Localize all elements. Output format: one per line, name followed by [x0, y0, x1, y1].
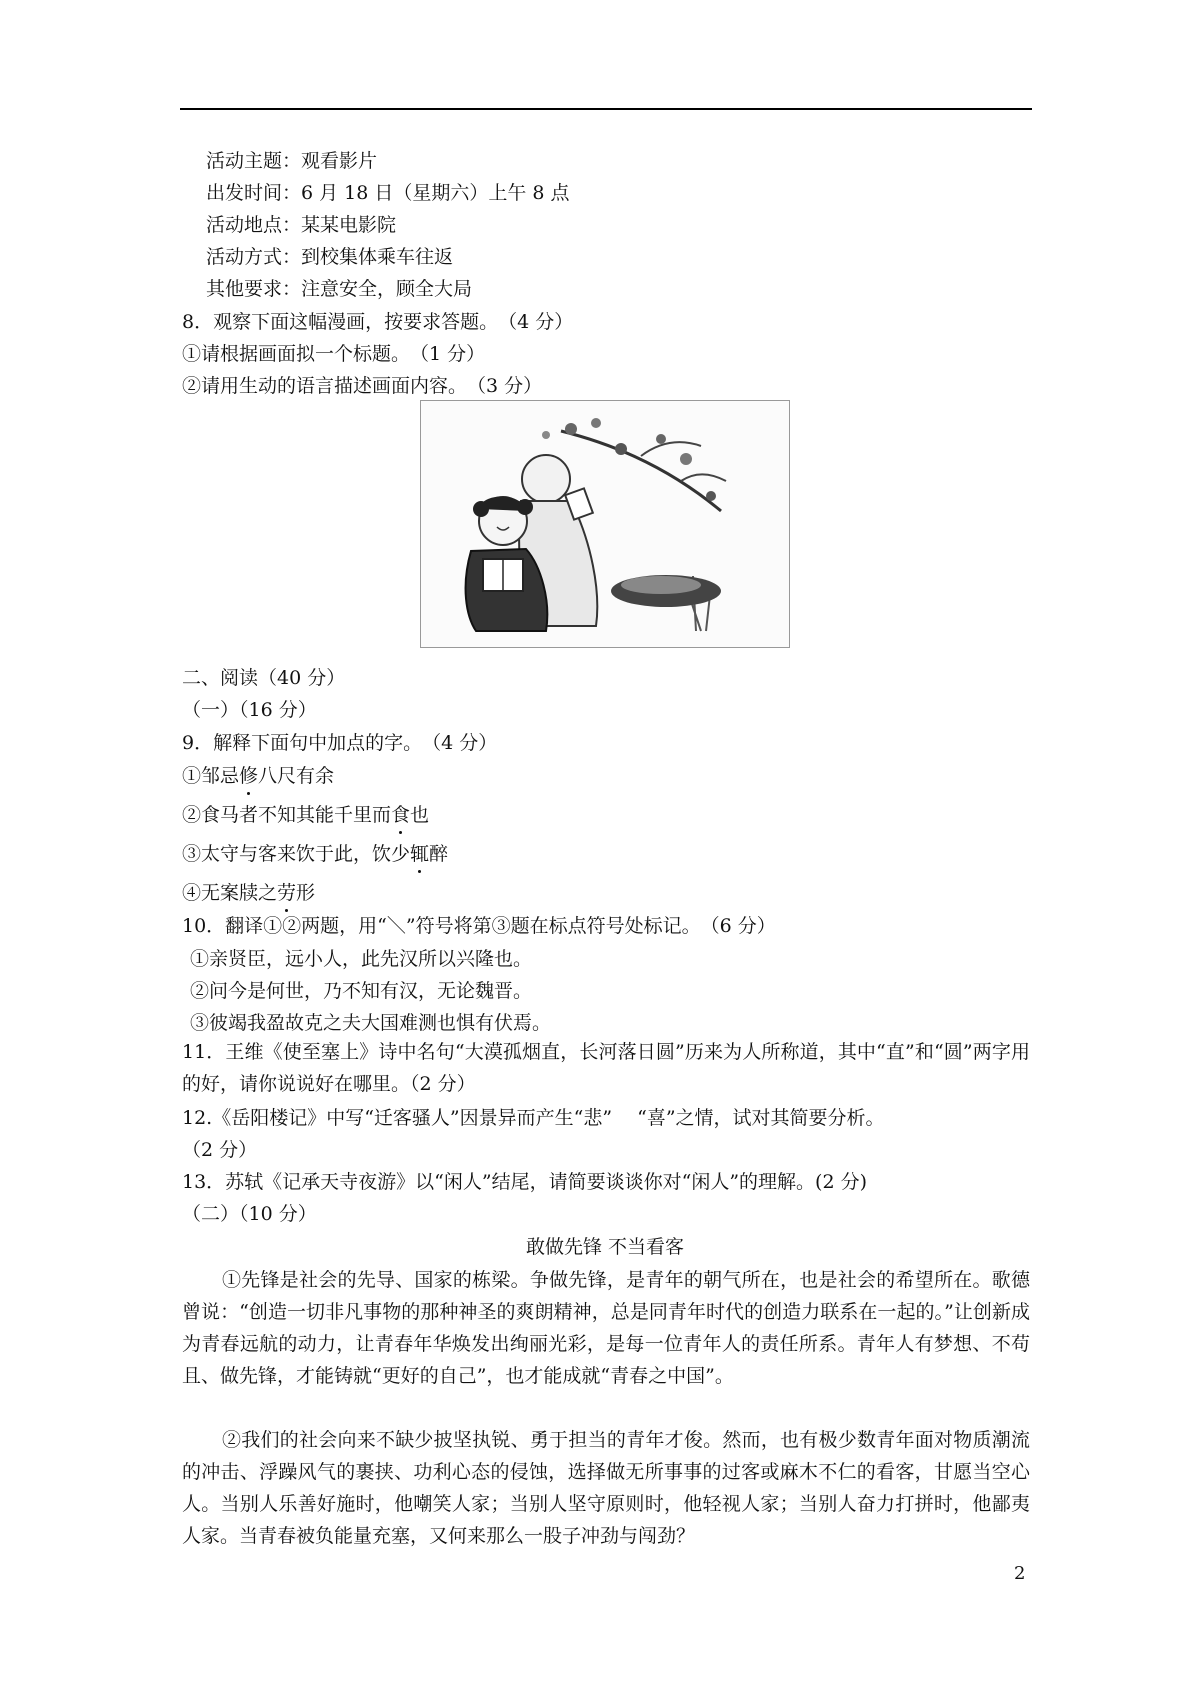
q9-item-text: 形: [296, 882, 316, 904]
q8-sub2: ②请用生动的语言描述画面内容。 （3 分）: [182, 375, 543, 397]
article-title: 敢做先锋 不当看客: [525, 1236, 685, 1258]
q9-dotted-char: 修: [239, 765, 259, 787]
cartoon-illustration: [421, 401, 789, 647]
q12-line1: 12.《岳阳楼记》中写“迁客骚人”因景异而产生“悲” “喜”之情，试对其简要分析。: [182, 1107, 885, 1129]
q8-sub1: ①请根据画面拟一个标题。 （1 分）: [182, 343, 486, 365]
activity-method: 活动方式：到校集体乘车往返: [206, 246, 454, 268]
q9-item: [182, 763, 334, 789]
article-paragraph-1: ①先锋是社会的先导、国家的栋梁。争做先锋，是青年的朝气所在，也是社会的希望所在。歌德曾说：“创造一切非凡事物的那种神圣的爽朗精神，总是同青年时代的创造力联系在一起的。”让创新成为青春远航的动力，让青春年华焕发出绚丽光彩，是每一位青年人的责任所系。青年人有梦想、不苟且、做先锋，才能铸就“更好的自己”，也才能成就“青春之中国”。: [182, 1269, 1030, 1387]
q9-title: 9．解释下面句中加点的字。 （4 分）: [182, 732, 498, 754]
article-paragraph-2: ②我们的社会向来不缺少披坚执锐、勇于担当的青年才俊。然而，也有极少数青年面对物质潮流的冲击、浮躁风气的裹挟、功利心态的侵蚀，选择做无所事事的过客或麻木不仁的看客，甘愿当空心人。当别人乐善好施时，他嘲笑人家；当别人坚守原则时，他轻视人家；当别人奋力打拼时，他鄙夷人家。当青春被负能量充塞，又何来那么一股子冲劲与闯劲？: [182, 1429, 1030, 1547]
activity-theme: 活动主题：观看影片: [206, 150, 378, 172]
activity-other: 其他要求：注意安全，顾全大局: [206, 278, 473, 300]
q9-item-text: ④无案牍之: [182, 882, 278, 904]
q11-text: 11．王维《使至塞上》诗中名句“大漠孤烟直，长河落日圆”历来为人所称道，其中“直”和“圆”两字用的好，请你说说好在哪里。（2 分）: [182, 1041, 1030, 1095]
activity-time: 出发时间：6 月 18 日（星期六）上午 8 点: [206, 182, 570, 204]
q9-item-text: ②食马者不知其能千里而: [182, 804, 392, 826]
q13-text: 13．苏轼《记承天寺夜游》以“闲人”结尾，请简要谈谈你对“闲人”的理解。(2 分): [182, 1171, 867, 1193]
q9-item-text: ①邹忌: [182, 765, 240, 787]
q9-dotted-char: 劳: [277, 882, 297, 904]
q9-dotted-char: 食: [391, 804, 411, 826]
cartoon-image: [420, 400, 790, 648]
q10-sentence-3: ③彼竭我盈故克之夫大国难测也惧有伏焉。: [190, 1012, 552, 1034]
page-number: 2: [1014, 1563, 1026, 1584]
q9-item: [182, 841, 448, 867]
q9-item-text: 八尺有余: [258, 765, 335, 787]
q9-dotted-char: 辄: [410, 843, 430, 865]
header-rule: [180, 108, 1032, 110]
q10-sentence-1: ①亲贤臣，远小人，此先汉所以兴隆也。: [190, 948, 533, 970]
q8-title: 8．观察下面这幅漫画，按要求答题。 （4 分）: [182, 311, 574, 333]
q9-item-text: ③太守与客来饮于此，饮少: [182, 843, 411, 865]
q9-item-text: 也: [410, 804, 430, 826]
section2-title: 二、阅读（40 分）: [182, 667, 346, 689]
q9-item: [182, 802, 429, 828]
section2-part1: （一）（16 分）: [182, 699, 317, 721]
part2-title: （二）（10 分）: [182, 1203, 317, 1225]
activity-place: 活动地点：某某电影院: [206, 214, 397, 236]
q9-item-text: 醉: [429, 843, 449, 865]
q12-line2: （2 分）: [182, 1139, 258, 1161]
q10-sentence-2: ②问今是何世，乃不知有汉，无论魏晋。: [190, 980, 533, 1002]
q9-item: [182, 880, 315, 906]
q10-title: 10．翻译①②两题，用“＼”符号将第③题在标点符号处标记。 （6 分）: [182, 915, 776, 937]
